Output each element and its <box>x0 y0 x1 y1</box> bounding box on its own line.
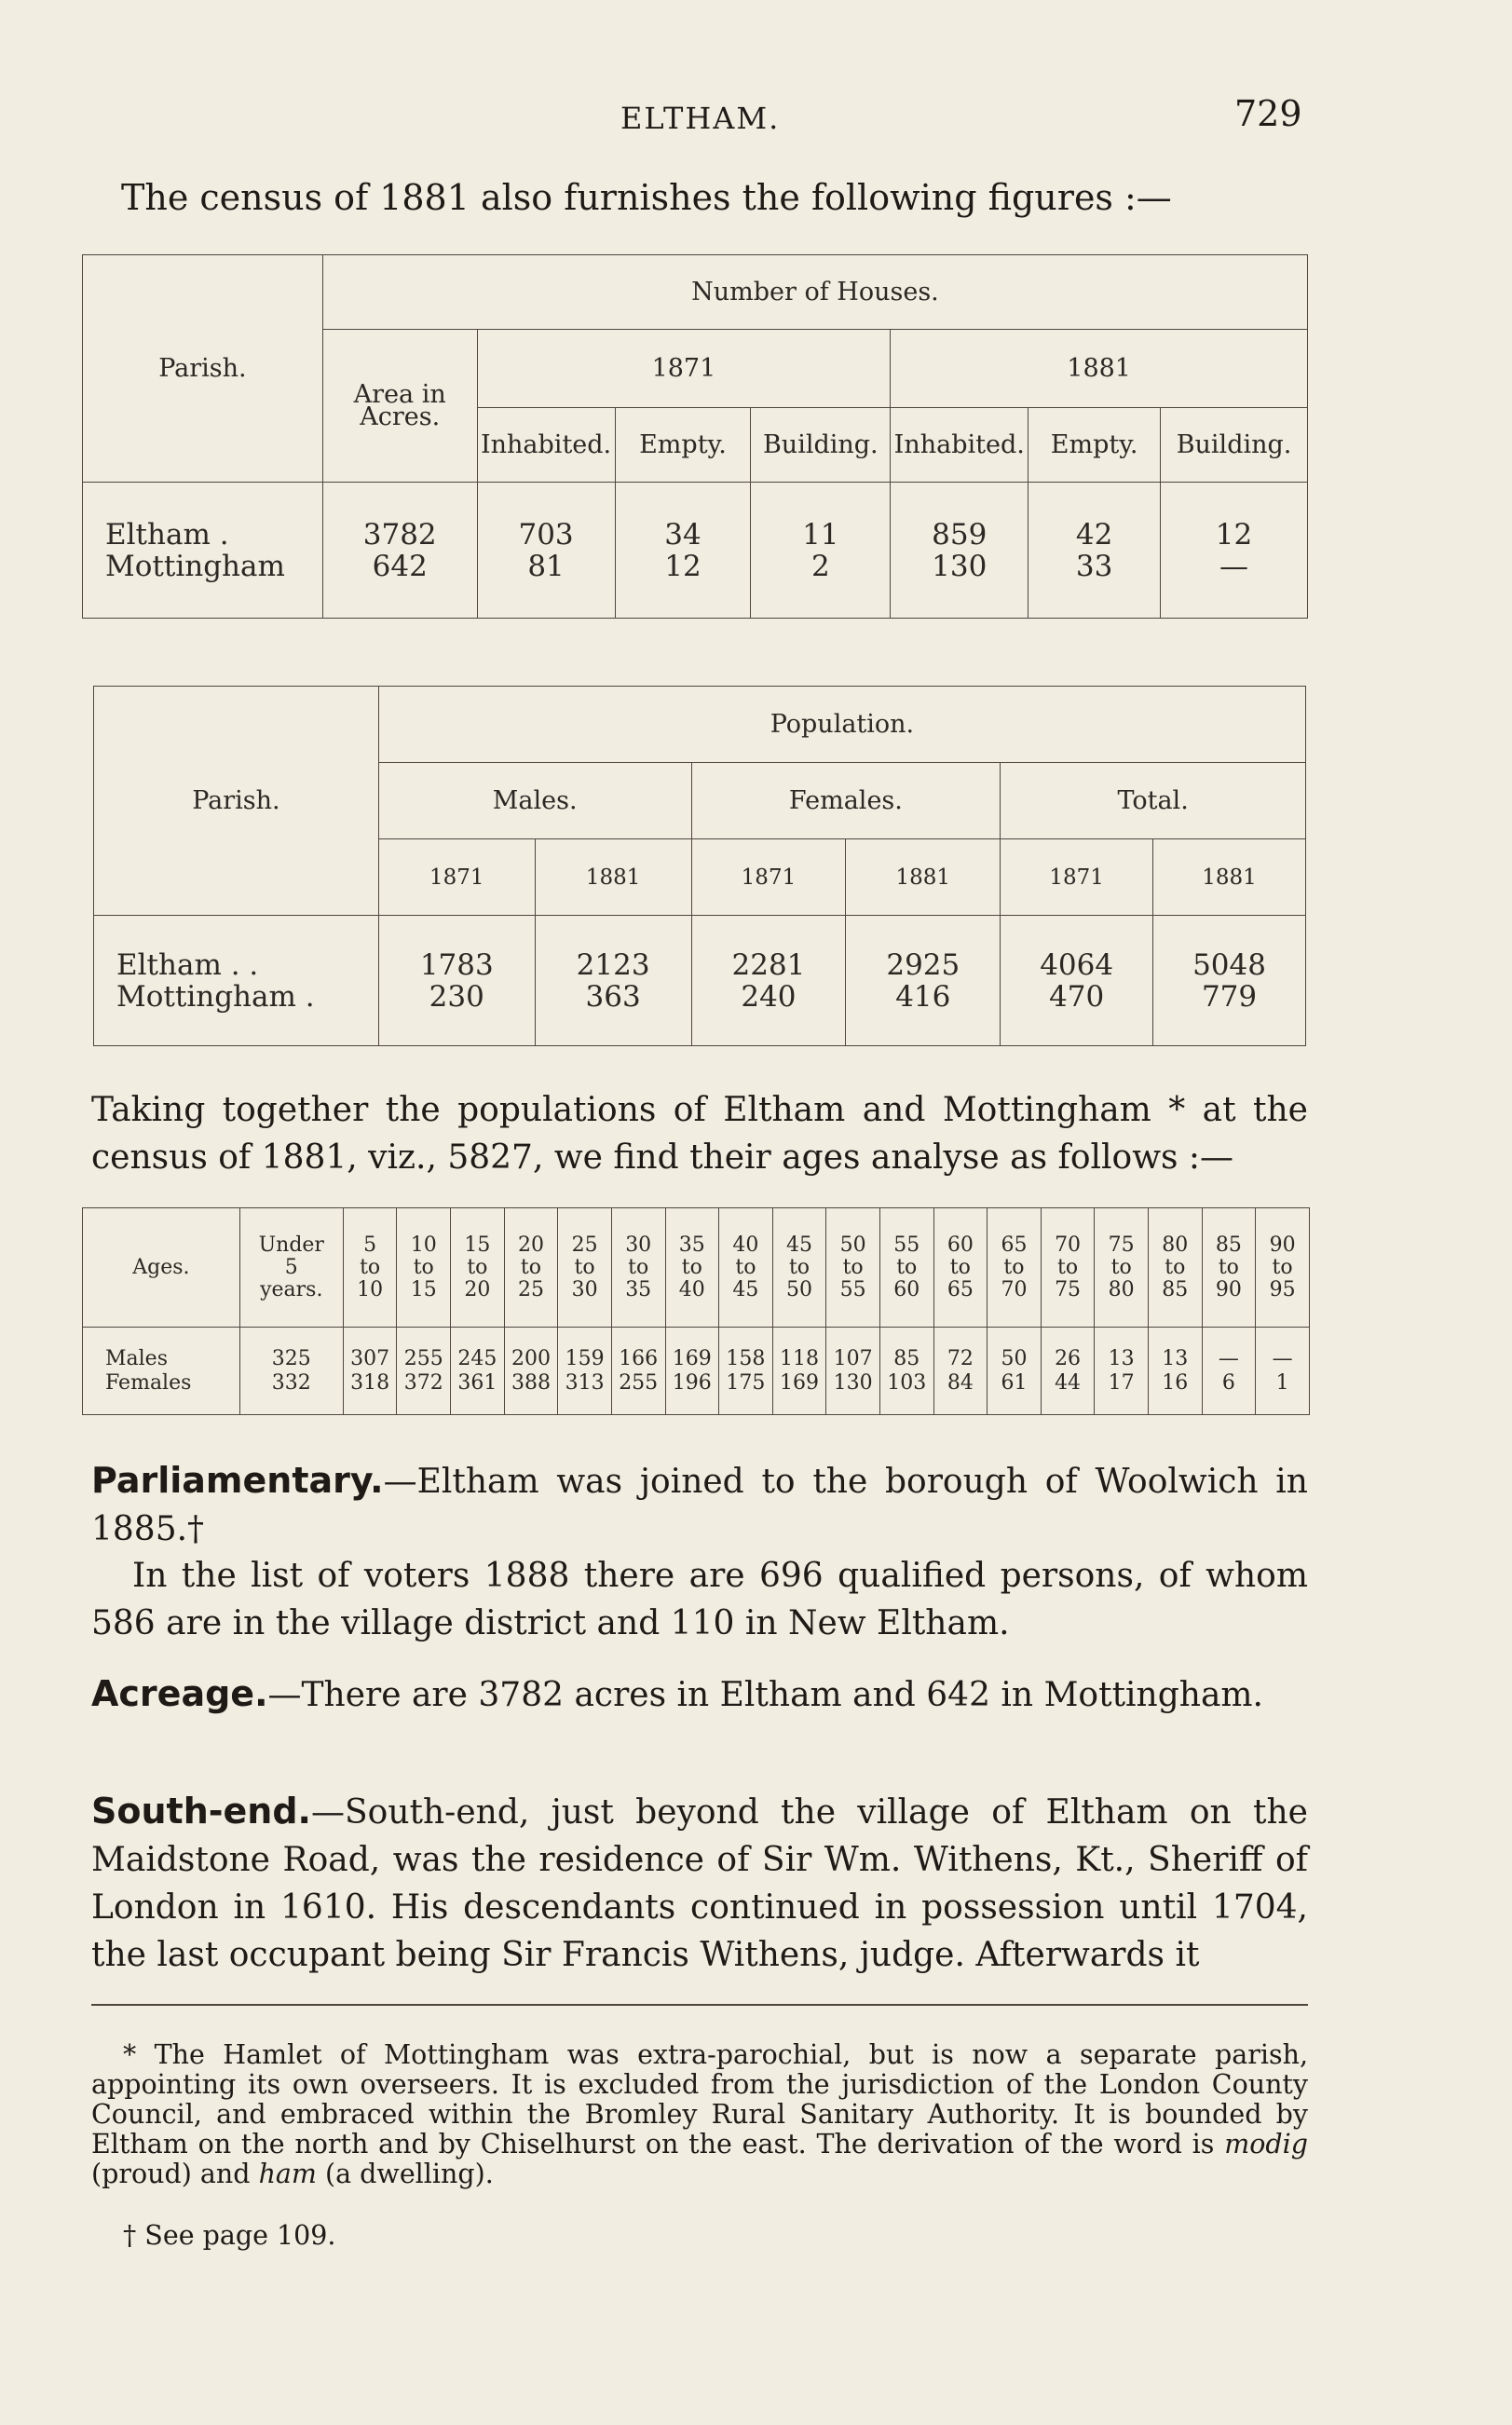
population-group-males: Males. <box>378 763 691 839</box>
population-data-cell <box>535 916 691 1046</box>
houses-parish-cell <box>83 483 323 619</box>
ages-value: 13 <box>1108 1346 1135 1370</box>
houses-subcol: Empty. <box>615 408 751 483</box>
ages-header-line: to <box>1165 1255 1186 1279</box>
houses-data-cell <box>751 483 891 619</box>
population-group-total: Total. <box>1001 763 1306 839</box>
parliamentary-paragraph <box>91 1457 1308 1553</box>
ages-header-line: 85 <box>1215 1233 1242 1257</box>
ages-value: 332 <box>271 1370 311 1395</box>
population-parish-name: Eltham . . <box>116 947 259 982</box>
ages-value: 196 <box>672 1370 712 1395</box>
ages-header-line: 55 <box>839 1277 866 1301</box>
ages-header-line: 30 <box>625 1233 652 1257</box>
running-header <box>0 91 1512 147</box>
population-group-females: Females. <box>691 763 1001 839</box>
ages-value: 245 <box>457 1346 497 1370</box>
running-title: ELTHAM. <box>620 101 781 136</box>
ages-label-header: Ages. <box>83 1208 240 1328</box>
ages-header-line: to <box>1110 1255 1132 1279</box>
footnote-term-ham: ham <box>258 2159 317 2189</box>
houses-intro-text: The census of 1881 also furnishes the following figures :— <box>121 177 1172 218</box>
houses-value: 11 <box>802 517 839 552</box>
ages-row-label: Females <box>105 1370 192 1395</box>
ages-value: — <box>1218 1346 1239 1370</box>
ages-header-line: 15 <box>464 1233 491 1257</box>
parliamentary-heading: Parliamentary. <box>91 1460 384 1501</box>
ages-data-cell <box>665 1328 719 1415</box>
ages-value: 6 <box>1221 1370 1235 1395</box>
ages-header-line: 75 <box>1108 1233 1135 1257</box>
ages-column-header <box>772 1208 826 1328</box>
ages-header-line: Under <box>258 1233 324 1257</box>
ages-data-cell <box>1256 1328 1310 1415</box>
ages-header-line: to <box>949 1255 971 1279</box>
ages-value: 318 <box>350 1370 390 1395</box>
ages-value: 16 <box>1162 1370 1189 1395</box>
ages-header-line: 5 <box>363 1233 377 1257</box>
ages-header-line: to <box>1057 1255 1079 1279</box>
houses-value: 859 <box>932 517 988 552</box>
ages-header-line: 10 <box>357 1277 384 1301</box>
ages-header-line: 40 <box>732 1233 759 1257</box>
population-year: 1881 <box>846 839 1001 916</box>
ages-value: 361 <box>457 1370 497 1395</box>
ages-header-line: 20 <box>517 1233 544 1257</box>
ages-header-line: 80 <box>1108 1277 1135 1301</box>
population-data-cell <box>1001 916 1153 1046</box>
ages-value: 1 <box>1275 1370 1289 1395</box>
ages-header-line: to <box>896 1255 918 1279</box>
houses-value: 34 <box>664 517 702 552</box>
ages-column-header <box>879 1208 933 1328</box>
ages-column-header <box>611 1208 665 1328</box>
ages-header-line: 55 <box>893 1233 920 1257</box>
ages-value: 200 <box>511 1346 551 1370</box>
ages-value: 159 <box>565 1346 605 1370</box>
ages-value: 61 <box>1001 1370 1028 1395</box>
ages-header-line: 15 <box>410 1277 437 1301</box>
ages-header-line: 80 <box>1162 1233 1189 1257</box>
ages-data-cell <box>451 1328 505 1415</box>
ages-column-header <box>397 1208 451 1328</box>
population-parish-cell <box>94 916 379 1046</box>
ages-value: — <box>1272 1346 1293 1370</box>
ages-header-line: 75 <box>1055 1277 1082 1301</box>
ages-header-line: 60 <box>947 1233 974 1257</box>
ages-header-line: 35 <box>625 1277 652 1301</box>
ages-value: 388 <box>511 1370 551 1395</box>
ages-header-line: to <box>467 1255 488 1279</box>
ages-header-line: to <box>574 1255 595 1279</box>
population-year: 1881 <box>535 839 691 916</box>
ages-header-line: to <box>1272 1255 1293 1279</box>
houses-value: 12 <box>1215 517 1253 552</box>
ages-data-cell <box>1148 1328 1202 1415</box>
acreage-paragraph <box>91 1670 1308 1719</box>
ages-value: 307 <box>350 1346 390 1370</box>
ages-value: 158 <box>726 1346 766 1370</box>
ages-header-line: to <box>735 1255 756 1279</box>
population-group-header: Population. <box>378 687 1305 763</box>
houses-data-cell <box>615 483 751 619</box>
population-parish-name: Mottingham . <box>116 979 315 1014</box>
houses-value: — <box>1219 549 1249 583</box>
ages-value: 166 <box>619 1346 659 1370</box>
population-year: 1871 <box>378 839 535 916</box>
ages-value: 85 <box>893 1346 920 1370</box>
houses-area-cell <box>322 483 477 619</box>
houses-value: 130 <box>932 549 988 583</box>
acreage-heading: Acreage. <box>91 1673 268 1714</box>
houses-data-cell <box>891 483 1028 619</box>
population-value: 4064 <box>1040 947 1114 982</box>
houses-value: 642 <box>372 549 428 583</box>
houses-subcol: Building. <box>751 408 891 483</box>
ages-value: 50 <box>1001 1346 1028 1370</box>
ages-header-line: 40 <box>678 1277 705 1301</box>
ages-value: 17 <box>1108 1370 1135 1395</box>
ages-header-line: 20 <box>464 1277 491 1301</box>
ages-header-line: 65 <box>947 1277 974 1301</box>
population-value: 779 <box>1201 979 1258 1014</box>
ages-data-cell <box>879 1328 933 1415</box>
ages-value: 169 <box>672 1346 712 1370</box>
ages-intro-paragraph: Taking together the populations of Eltham and Mottingham * at the census of 1881, viz., 5827, we find their ages analyse as follows :— <box>91 1091 1308 1177</box>
ages-value: 255 <box>403 1346 443 1370</box>
population-value: 2925 <box>886 947 960 982</box>
ages-header-line: 50 <box>839 1233 866 1257</box>
ages-data-cell <box>1202 1328 1256 1415</box>
ages-data-cell <box>397 1328 451 1415</box>
population-parish-header: Parish. <box>94 687 379 916</box>
ages-value: 255 <box>619 1370 659 1395</box>
houses-value: 703 <box>518 517 574 552</box>
houses-value: 3782 <box>362 517 437 552</box>
population-value: 1783 <box>419 947 494 982</box>
ages-column-header <box>1095 1208 1149 1328</box>
population-year: 1881 <box>1153 839 1306 916</box>
population-data-cell <box>378 916 535 1046</box>
ages-header-line: 85 <box>1162 1277 1189 1301</box>
ages-value: 103 <box>887 1370 927 1395</box>
ages-header-line: to <box>1003 1255 1025 1279</box>
ages-column-header <box>504 1208 558 1328</box>
population-value: 240 <box>741 979 797 1014</box>
ages-header-line: 90 <box>1215 1277 1242 1301</box>
houses-subcol: Empty. <box>1028 408 1161 483</box>
ages-header-line: 45 <box>732 1277 759 1301</box>
ages-header-line: 65 <box>1001 1233 1028 1257</box>
ages-header-line: to <box>788 1255 810 1279</box>
houses-parish-header: Parish. <box>83 255 323 483</box>
ages-data-cell <box>504 1328 558 1415</box>
ages-data-cell <box>719 1328 773 1415</box>
ages-column-header <box>826 1208 880 1328</box>
houses-parish-name: Eltham . <box>105 517 229 552</box>
ages-header-line: 70 <box>1055 1233 1082 1257</box>
south-end-paragraph <box>91 1788 1308 1979</box>
ages-header-line: years. <box>260 1277 323 1301</box>
houses-value: 81 <box>527 549 565 583</box>
ages-header-line: 95 <box>1269 1277 1296 1301</box>
ages-table <box>82 1207 1310 1415</box>
footnote-term-modig: modig <box>1224 2129 1308 2159</box>
ages-header-line: to <box>842 1255 864 1279</box>
ages-header-line: 5 <box>284 1255 298 1279</box>
ages-column-header <box>988 1208 1042 1328</box>
houses-data-cell <box>1028 483 1161 619</box>
ages-value: 84 <box>947 1370 974 1395</box>
population-value: 230 <box>429 979 484 1014</box>
ages-header-line: 45 <box>786 1233 813 1257</box>
ages-column-header <box>1256 1208 1310 1328</box>
houses-data-cell <box>1161 483 1308 619</box>
ages-column-header <box>343 1208 397 1328</box>
ages-header-line: 50 <box>786 1277 813 1301</box>
population-value: 2281 <box>731 947 806 982</box>
ages-header-line: 25 <box>517 1277 544 1301</box>
footnote-star-text: (a dwelling). <box>316 2159 494 2189</box>
ages-header-line: 60 <box>893 1277 920 1301</box>
footnote-star-text: (proud) and <box>91 2159 259 2189</box>
ages-column-header <box>1041 1208 1095 1328</box>
population-value: 470 <box>1049 979 1105 1014</box>
ages-data-cell <box>611 1328 665 1415</box>
ages-column-header <box>239 1208 343 1328</box>
ages-data-cell <box>826 1328 880 1415</box>
ages-data-cell <box>1041 1328 1095 1415</box>
population-year: 1871 <box>1001 839 1153 916</box>
ages-value: 130 <box>833 1370 873 1395</box>
houses-area-header: Area in Acres. <box>322 330 477 483</box>
ages-data-cell <box>988 1328 1042 1415</box>
south-end-text: —South-end, just beyond the village of Eltham on the Maidstone Road, was the residence of Sir Wm. Withens, Kt., Sheriff of London in 1610. His descendants continued in possession until 1704, the last occupant being Sir Francis Withens, judge. Afterwards it <box>91 1793 1308 1974</box>
houses-subcol: Inhabited. <box>477 408 615 483</box>
ages-column-header <box>558 1208 612 1328</box>
ages-row-label: Males <box>105 1346 168 1370</box>
ages-header-line: 70 <box>1001 1277 1028 1301</box>
parliamentary-text: —Eltham was joined to the borough of Woolwich in 1885.† <box>91 1463 1308 1548</box>
ages-row-labels <box>83 1328 240 1415</box>
ages-column-header <box>665 1208 719 1328</box>
footnote-divider <box>91 2004 1308 2006</box>
ages-column-header <box>719 1208 773 1328</box>
ages-header-line: 10 <box>410 1233 437 1257</box>
houses-value: 33 <box>1075 549 1113 583</box>
voters-paragraph: In the list of voters 1888 there are 696 qualified persons, of whom 586 are in the village district and 110 in New Eltham. <box>91 1557 1308 1642</box>
population-data-cell <box>846 916 1001 1046</box>
south-end-heading: South-end. <box>91 1791 311 1832</box>
ages-column-header <box>1148 1208 1202 1328</box>
ages-value: 13 <box>1162 1346 1189 1370</box>
ages-value: 107 <box>833 1346 873 1370</box>
ages-header-line: to <box>681 1255 702 1279</box>
ages-value: 313 <box>565 1370 605 1395</box>
ages-header-line: to <box>413 1255 434 1279</box>
ages-data-cell <box>933 1328 988 1415</box>
ages-data-cell <box>772 1328 826 1415</box>
houses-value: 2 <box>810 549 830 583</box>
ages-column-header <box>451 1208 505 1328</box>
ages-value: 325 <box>271 1346 311 1370</box>
houses-year-1881: 1881 <box>891 330 1308 408</box>
ages-value: 372 <box>403 1370 443 1395</box>
ages-data-cell <box>343 1328 397 1415</box>
acreage-text: —There are 3782 acres in Eltham and 642 in Mottingham. <box>267 1676 1264 1714</box>
houses-value: 42 <box>1075 517 1113 552</box>
houses-year-1871: 1871 <box>477 330 891 408</box>
houses-table <box>82 254 1308 619</box>
ages-value: 26 <box>1055 1346 1082 1370</box>
footnote-dagger: † See page 109. <box>123 2220 336 2251</box>
population-year: 1871 <box>691 839 846 916</box>
ages-data-cell <box>558 1328 612 1415</box>
ages-value: 169 <box>780 1370 820 1395</box>
population-data-cell <box>691 916 846 1046</box>
ages-header-line: to <box>360 1255 381 1279</box>
houses-value: 12 <box>664 549 702 583</box>
ages-header-line: 30 <box>571 1277 598 1301</box>
ages-data-cell <box>1095 1328 1149 1415</box>
ages-header-line: to <box>628 1255 649 1279</box>
ages-value: 72 <box>947 1346 974 1370</box>
population-value: 416 <box>895 979 951 1014</box>
houses-group-header: Number of Houses. <box>322 255 1307 330</box>
ages-column-header <box>933 1208 988 1328</box>
ages-value: 44 <box>1055 1370 1082 1395</box>
ages-data-cell <box>239 1328 343 1415</box>
population-value: 363 <box>585 979 641 1014</box>
footnote-star-text: * The Hamlet of Mottingham was extra-parochial, but is now a separate parish, appointing its own overseers. It is excluded from the jurisdiction of the London County Council, and embraced within the Bromley Rural Sanitary Authority. It is bounded by Eltham on the north and by Chiselhurst on the east. The derivation of the word is <box>91 2039 1308 2159</box>
population-value: 2123 <box>576 947 650 982</box>
population-table <box>93 686 1306 1046</box>
ages-header-line: 35 <box>678 1233 705 1257</box>
houses-subcol: Building. <box>1161 408 1308 483</box>
ages-header-line: 90 <box>1269 1233 1296 1257</box>
ages-header-line: to <box>520 1255 542 1279</box>
page-number: 729 <box>1234 93 1302 134</box>
ages-header-line: to <box>1218 1255 1239 1279</box>
ages-header-line: 25 <box>571 1233 598 1257</box>
ages-value: 118 <box>780 1346 820 1370</box>
houses-subcol: Inhabited. <box>891 408 1028 483</box>
houses-data-cell <box>477 483 615 619</box>
ages-value: 175 <box>726 1370 766 1395</box>
population-data-cell <box>1153 916 1306 1046</box>
houses-parish-name: Mottingham <box>105 549 285 583</box>
footnote-star <box>91 2040 1308 2189</box>
ages-column-header <box>1202 1208 1256 1328</box>
population-value: 5048 <box>1192 947 1266 982</box>
